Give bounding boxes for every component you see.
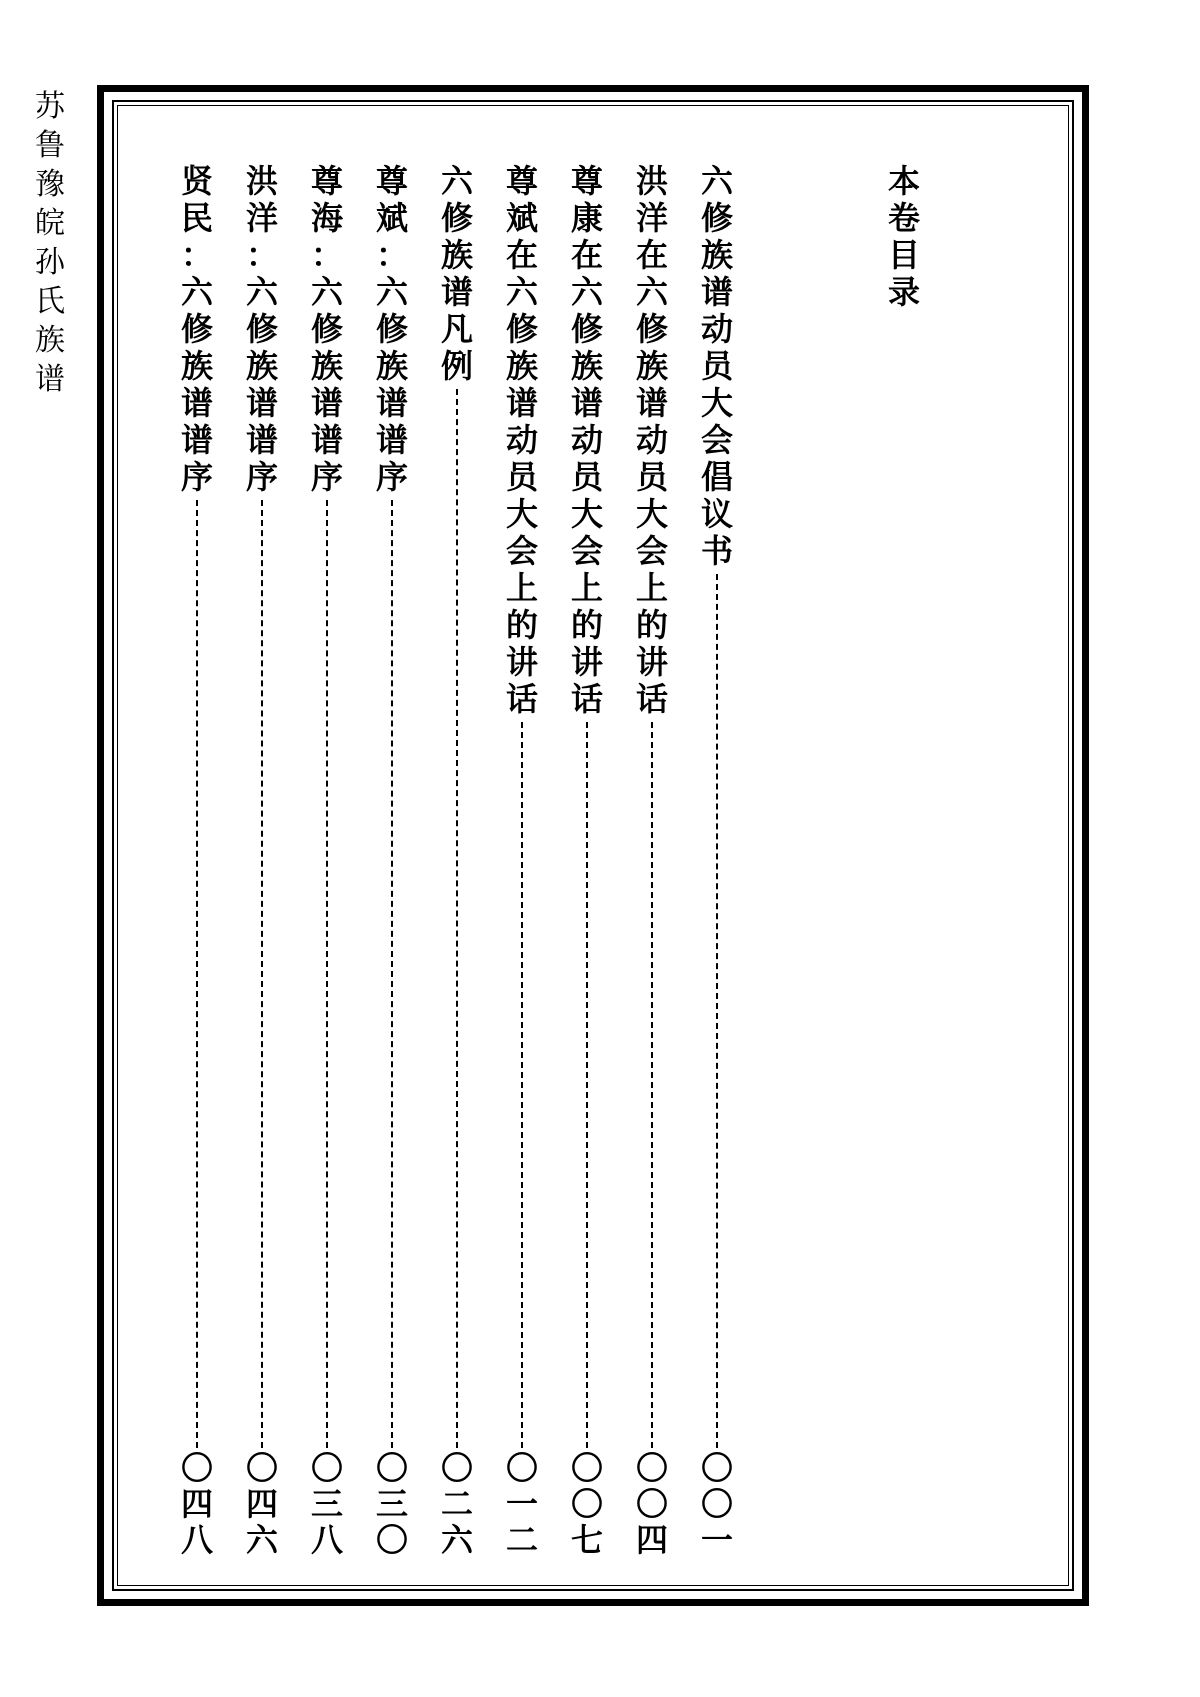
- glyph: 修: [570, 310, 603, 348]
- glyph: 六: [505, 273, 538, 311]
- glyph: 〇: [440, 1449, 473, 1487]
- glyph: 六: [570, 273, 603, 311]
- toc-entry-page: [310, 1449, 343, 1560]
- glyph: 修: [505, 310, 538, 348]
- glyph: 序: [245, 458, 278, 496]
- toc-entry[interactable]: [242, 162, 282, 1560]
- glyph: 动: [700, 310, 733, 348]
- glyph: 六: [440, 162, 473, 200]
- glyph: 二: [505, 1521, 538, 1559]
- toc-entry-page: [180, 1449, 213, 1560]
- glyph: 动: [570, 421, 603, 459]
- toc-leader-line: [586, 722, 588, 1448]
- toc-entry-title: [505, 162, 538, 720]
- glyph: 〇: [245, 1449, 278, 1487]
- glyph: 大: [635, 495, 668, 533]
- glyph: 二: [440, 1485, 473, 1523]
- toc-leader-line: [391, 500, 393, 1448]
- glyph: 在: [505, 236, 538, 274]
- glyph: 八: [310, 1521, 343, 1559]
- glyph: 族: [570, 347, 603, 385]
- glyph: 〇: [570, 1485, 603, 1523]
- glyph: 的: [570, 606, 603, 644]
- glyph: 六: [635, 273, 668, 311]
- glyph: 修: [245, 310, 278, 348]
- glyph: 族: [35, 323, 65, 358]
- glyph: 〇: [635, 1449, 668, 1487]
- glyph: 上: [570, 569, 603, 607]
- glyph: 上: [635, 569, 668, 607]
- glyph: 谱: [505, 384, 538, 422]
- glyph: 会: [635, 532, 668, 570]
- toc-entry-title: [310, 162, 343, 498]
- glyph: 四: [245, 1485, 278, 1523]
- glyph: 谱: [310, 421, 343, 459]
- glyph: 谱: [700, 273, 733, 311]
- glyph: 〇: [570, 1449, 603, 1487]
- glyph: 八: [180, 1521, 213, 1559]
- toc-entry[interactable]: [502, 162, 542, 1560]
- glyph: 议: [700, 495, 733, 533]
- glyph: 康: [570, 199, 603, 237]
- glyph: 在: [570, 236, 603, 274]
- glyph: 会: [505, 532, 538, 570]
- toc-leader-line: [521, 722, 523, 1448]
- glyph: 本: [887, 162, 920, 200]
- glyph: 话: [570, 680, 603, 718]
- glyph: 〇: [180, 1449, 213, 1487]
- toc-leader-line: [456, 389, 458, 1448]
- glyph: 录: [887, 273, 920, 311]
- toc-entry[interactable]: [632, 162, 672, 1560]
- glyph: 谱: [310, 384, 343, 422]
- glyph: 例: [440, 347, 473, 385]
- glyph: 六: [245, 1521, 278, 1559]
- glyph: 修: [375, 310, 408, 348]
- glyph: 洋: [245, 199, 278, 237]
- glyph: 〇: [505, 1449, 538, 1487]
- glyph: 讲: [635, 643, 668, 681]
- glyph: 卷: [887, 199, 920, 237]
- glyph: 海: [310, 199, 343, 237]
- glyph: 氏: [35, 284, 65, 319]
- toc-entry[interactable]: [307, 162, 347, 1560]
- glyph: 讲: [505, 643, 538, 681]
- glyph: ：: [245, 236, 278, 274]
- glyph: 洪: [245, 162, 278, 200]
- glyph: 在: [635, 236, 668, 274]
- glyph: 〇: [310, 1449, 343, 1487]
- glyph: 六: [180, 273, 213, 311]
- toc-entry-title: [180, 162, 213, 498]
- glyph: 修: [700, 199, 733, 237]
- glyph: 贤: [180, 162, 213, 200]
- glyph: 三: [310, 1485, 343, 1523]
- glyph: 一: [505, 1485, 538, 1523]
- glyph: 七: [570, 1521, 603, 1559]
- glyph: 员: [700, 347, 733, 385]
- glyph: 修: [635, 310, 668, 348]
- toc-entry-page: [375, 1449, 408, 1560]
- toc-entry[interactable]: [372, 162, 412, 1560]
- glyph: 凡: [440, 310, 473, 348]
- glyph: 修: [440, 199, 473, 237]
- glyph: ：: [310, 236, 343, 274]
- toc-entry-title: [700, 162, 733, 572]
- glyph: 六: [440, 1521, 473, 1559]
- toc-leader-line: [261, 500, 263, 1448]
- glyph: 族: [245, 347, 278, 385]
- book-side-title: [30, 89, 70, 404]
- toc-entry[interactable]: [437, 162, 477, 1560]
- glyph: 尊: [310, 162, 343, 200]
- glyph: 员: [635, 458, 668, 496]
- glyph: 族: [375, 347, 408, 385]
- toc-leader-line: [326, 500, 328, 1448]
- glyph: 讲: [570, 643, 603, 681]
- glyph: 鲁: [35, 128, 65, 163]
- glyph: 员: [505, 458, 538, 496]
- glyph: 六: [245, 273, 278, 311]
- glyph: 动: [505, 421, 538, 459]
- glyph: 大: [570, 495, 603, 533]
- glyph: 洋: [635, 199, 668, 237]
- glyph: 尊: [570, 162, 603, 200]
- glyph: 大: [700, 384, 733, 422]
- glyph: 斌: [505, 199, 538, 237]
- glyph: 谱: [635, 384, 668, 422]
- glyph: 族: [180, 347, 213, 385]
- glyph: 修: [310, 310, 343, 348]
- glyph: 大: [505, 495, 538, 533]
- glyph: 目: [887, 236, 920, 274]
- toc-entry-page: [440, 1449, 473, 1560]
- glyph: 谱: [245, 384, 278, 422]
- toc-entry-page: [700, 1449, 733, 1560]
- glyph: 的: [635, 606, 668, 644]
- glyph: 族: [310, 347, 343, 385]
- glyph: 族: [505, 347, 538, 385]
- toc-leader-line: [196, 500, 198, 1448]
- glyph: ：: [180, 236, 213, 274]
- glyph: 孙: [35, 245, 65, 280]
- glyph: 的: [505, 606, 538, 644]
- toc-entry-title: [570, 162, 603, 720]
- glyph: 族: [440, 236, 473, 274]
- toc-entry[interactable]: [567, 162, 607, 1560]
- glyph: 序: [310, 458, 343, 496]
- glyph: 洪: [635, 162, 668, 200]
- glyph: 会: [570, 532, 603, 570]
- toc-entry-title: [635, 162, 668, 720]
- glyph: 谱: [180, 384, 213, 422]
- toc-entry-title: [440, 162, 473, 387]
- glyph: 修: [180, 310, 213, 348]
- toc-entry[interactable]: [177, 162, 217, 1560]
- glyph: 族: [635, 347, 668, 385]
- toc-leader-line: [651, 722, 653, 1448]
- glyph: 三: [375, 1485, 408, 1523]
- glyph: 序: [180, 458, 213, 496]
- toc-entry[interactable]: [697, 162, 737, 1560]
- glyph: 一: [700, 1521, 733, 1559]
- glyph: 谱: [440, 273, 473, 311]
- glyph: 尊: [505, 162, 538, 200]
- glyph: 话: [505, 680, 538, 718]
- glyph: 谱: [180, 421, 213, 459]
- glyph: 谱: [35, 362, 65, 397]
- glyph: 四: [180, 1485, 213, 1523]
- glyph: 员: [570, 458, 603, 496]
- glyph: 尊: [375, 162, 408, 200]
- glyph: 倡: [700, 458, 733, 496]
- glyph: 〇: [700, 1485, 733, 1523]
- toc-leader-line: [716, 574, 718, 1448]
- glyph: 上: [505, 569, 538, 607]
- glyph: 〇: [635, 1485, 668, 1523]
- glyph: 〇: [375, 1521, 408, 1559]
- toc-entry-title: [375, 162, 408, 498]
- glyph: 族: [700, 236, 733, 274]
- glyph: 〇: [375, 1449, 408, 1487]
- glyph: 谱: [570, 384, 603, 422]
- glyph: 谱: [245, 421, 278, 459]
- glyph: 苏: [35, 89, 65, 124]
- toc-entry-page: [635, 1449, 668, 1560]
- glyph: 斌: [375, 199, 408, 237]
- glyph: 话: [635, 680, 668, 718]
- toc-entry-page: [245, 1449, 278, 1560]
- glyph: 皖: [35, 206, 65, 241]
- glyph: 四: [635, 1521, 668, 1559]
- glyph: 动: [635, 421, 668, 459]
- glyph: 序: [375, 458, 408, 496]
- glyph: 六: [375, 273, 408, 311]
- glyph: 会: [700, 421, 733, 459]
- glyph: 民: [180, 199, 213, 237]
- toc-entry-page: [505, 1449, 538, 1560]
- glyph: 谱: [375, 421, 408, 459]
- glyph: 书: [700, 532, 733, 570]
- glyph: ：: [375, 236, 408, 274]
- glyph: 〇: [700, 1449, 733, 1487]
- toc-entry-title: [245, 162, 278, 498]
- glyph: 豫: [35, 167, 65, 202]
- glyph: 六: [700, 162, 733, 200]
- volume-contents-heading: [884, 162, 924, 313]
- toc-entry-page: [570, 1449, 603, 1560]
- glyph: 谱: [375, 384, 408, 422]
- glyph: 六: [310, 273, 343, 311]
